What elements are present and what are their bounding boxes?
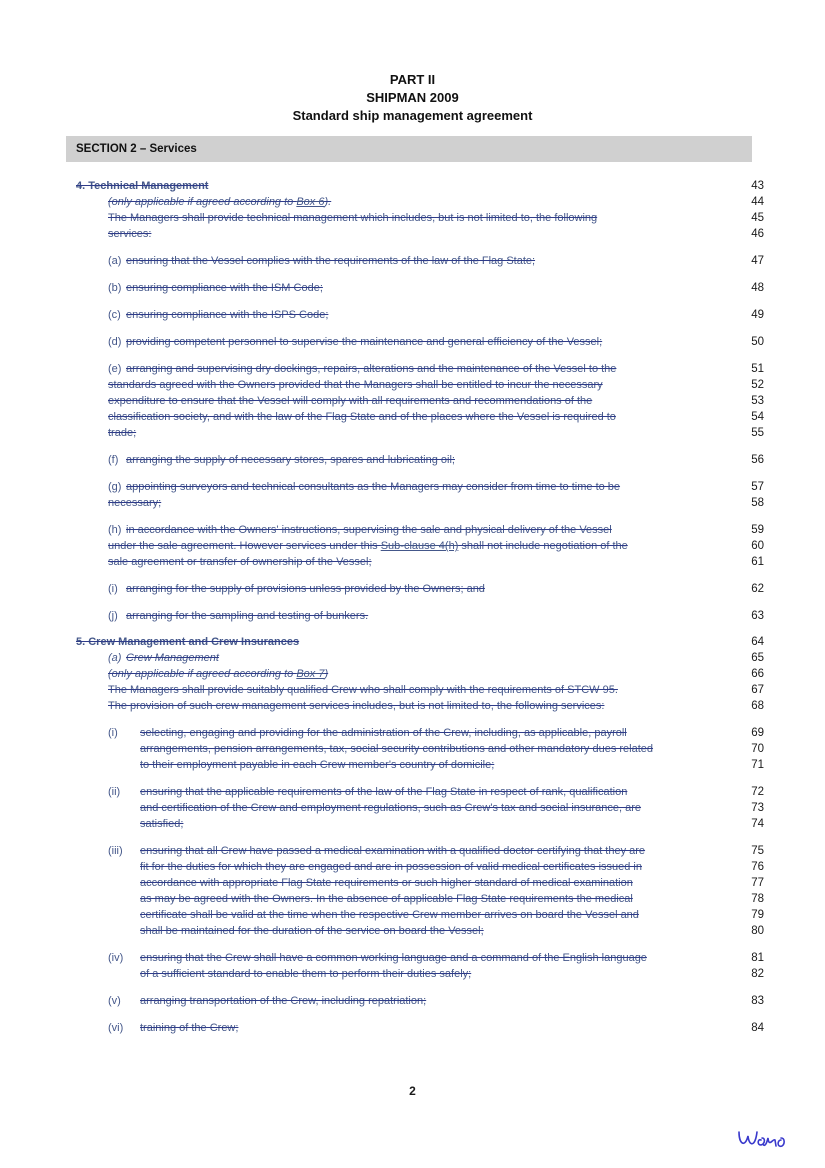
clause-text-part: ensuring that the Crew shall have a common working language and a command of the English language	[140, 952, 647, 964]
clause-text-part: shall not include negotiation of the	[458, 540, 628, 552]
line-number: 46	[751, 228, 764, 240]
clause-text	[76, 634, 299, 650]
clause-label: (j)	[108, 610, 118, 622]
line-number: 47	[751, 255, 764, 267]
clause-line	[0, 425, 825, 441]
document-title: Standard ship management agreement	[292, 108, 533, 123]
clause-text-part: The Managers shall provide suitably qualified Crew who shall comply with the requirements of STCW 95.	[108, 684, 618, 696]
clause-line	[0, 393, 825, 409]
line-number: 78	[751, 893, 764, 905]
clause-text	[108, 666, 328, 682]
clause-text-part: as may be agreed with the Owners. In the absence of applicable Flag State requirements the medical	[140, 893, 633, 905]
clause-text-part: The provision of such crew management services includes, but is not limited to, the following services:	[108, 700, 605, 712]
clause-text	[140, 800, 641, 816]
clause-text	[108, 538, 628, 554]
form-name: SHIPMAN 2009	[366, 90, 459, 105]
clause-label: (i)	[108, 727, 118, 739]
clause-text-part: )	[324, 668, 329, 680]
clause-text-part: arrangements, pension arrangements, tax, social security contributions and other mandatory dues related	[140, 743, 654, 755]
line-number: 65	[751, 652, 764, 664]
clause-text-part: services:	[108, 228, 152, 240]
clause-line	[0, 1020, 825, 1036]
clause-label: (iv)	[108, 952, 124, 964]
clause-text-part: The Managers shall provide technical management which includes, but is not limited to, the following	[108, 212, 598, 224]
clause-text-part: standards agreed with the Owners provided that the Managers shall be entitled to incur the necessary	[108, 379, 603, 391]
clause-line	[0, 698, 825, 714]
clause-label: (i)	[108, 583, 118, 595]
line-number: 71	[751, 759, 764, 771]
clause-line	[0, 843, 825, 859]
clause-text	[108, 479, 620, 495]
clause-text-part: arranging transportation of the Crew, including repatriation;	[140, 995, 427, 1007]
line-number: 58	[751, 497, 764, 509]
clause-line	[0, 307, 825, 323]
clause-text-part: fit for the duties for which they are engaged and are in possession of valid medical certificates issued in	[140, 861, 642, 873]
clause-text	[140, 741, 653, 757]
clause-text-part: ensuring compliance with the ISPS Code;	[126, 309, 329, 321]
line-number: 70	[751, 743, 764, 755]
clause-text	[108, 280, 323, 296]
clause-text	[108, 1020, 238, 1036]
clause-text	[108, 226, 151, 242]
line-number: 43	[751, 180, 764, 192]
clause-text-part: expenditure to ensure that the Vessel will comply with all requirements and recommendations of the	[108, 395, 593, 407]
clause-line	[0, 966, 825, 982]
clause-text-part: to their employment payable in each Crew member's country of domicile;	[140, 759, 495, 771]
clause-text-part: 5. Crew Management and Crew Insurances	[76, 636, 300, 648]
line-number: 56	[751, 454, 764, 466]
clause-label: (ii)	[108, 786, 121, 798]
clause-text-part: accordance with appropriate Flag State requirements or such higher standard of medical examination	[140, 877, 633, 889]
clause-label: (h)	[108, 524, 122, 536]
line-number: 75	[751, 845, 764, 857]
line-number: 55	[751, 427, 764, 439]
clause-line	[0, 608, 825, 624]
clause-label: (c)	[108, 309, 121, 321]
clause-line	[0, 178, 825, 194]
clause-text-part: arranging for the supply of provisions unless provided by the Owners; and	[126, 583, 485, 595]
clause-text-part: (only applicable if agreed according to	[108, 196, 297, 208]
clause-text	[140, 907, 639, 923]
line-number: 50	[751, 336, 764, 348]
line-number: 74	[751, 818, 764, 830]
clause-text	[76, 178, 208, 194]
clause-line	[0, 522, 825, 538]
clause-text-part: 4. Technical Management	[76, 180, 209, 192]
clause-line	[0, 634, 825, 650]
clause-text-part: ensuring that the applicable requirements of the law of the Flag State in respect of rank, qualification	[140, 786, 628, 798]
clause-text	[108, 253, 535, 269]
clause-line	[0, 993, 825, 1009]
clause-text	[108, 393, 592, 409]
clause-text	[108, 993, 426, 1009]
line-number: 44	[751, 196, 764, 208]
clause-text-part: satisfied;	[140, 818, 184, 830]
line-number: 81	[751, 952, 764, 964]
clause-text	[108, 194, 331, 210]
line-number: 79	[751, 909, 764, 921]
clause-label: (v)	[108, 995, 121, 1007]
page-number: 2	[409, 1084, 416, 1098]
line-number: 77	[751, 877, 764, 889]
clause-line	[0, 650, 825, 666]
line-number: 52	[751, 379, 764, 391]
clause-line	[0, 554, 825, 570]
clause-text-part: and certification of the Crew and employment regulations, such as Crew's tax and social insurance, are	[140, 802, 642, 814]
line-number: 68	[751, 700, 764, 712]
clause-line	[0, 538, 825, 554]
clause-line	[0, 253, 825, 269]
clause-line	[0, 377, 825, 393]
clause-line	[0, 334, 825, 350]
clause-text	[108, 425, 136, 441]
line-number: 45	[751, 212, 764, 224]
clause-text-part: Crew Management	[126, 652, 219, 664]
clause-text	[108, 784, 627, 800]
line-number: 54	[751, 411, 764, 423]
clause-label: (g)	[108, 481, 122, 493]
clause-text-part: (only applicable if agreed according to	[108, 668, 297, 680]
line-number: 61	[751, 556, 764, 568]
clause-line	[0, 800, 825, 816]
clause-text-part: Sub-clause 4(h)	[380, 540, 459, 552]
signature-mark	[735, 1118, 795, 1154]
line-number: 73	[751, 802, 764, 814]
line-number: 76	[751, 861, 764, 873]
clause-text-part: appointing surveyors and technical consultants as the Managers may consider from time to time to be	[126, 481, 621, 493]
clause-text-part: trade;	[108, 427, 137, 439]
line-number: 49	[751, 309, 764, 321]
clause-text-part: ensuring that all Crew have passed a medical examination with a qualified doctor certifying that they are	[140, 845, 646, 857]
clause-text-part: arranging the supply of necessary stores, spares and lubricating oil;	[126, 454, 455, 466]
clause-text	[140, 816, 183, 832]
clause-text	[108, 522, 612, 538]
clause-text	[108, 843, 645, 859]
clause-text	[108, 650, 219, 666]
clause-text	[108, 608, 368, 624]
clause-label: (a)	[108, 255, 122, 267]
section-heading: SECTION 2 – Services	[66, 136, 752, 162]
clause-text	[108, 554, 372, 570]
clause-line	[0, 226, 825, 242]
clause-text-part: shall be maintained for the duration of the service on board the Vessel;	[140, 925, 484, 937]
clause-text-part: arranging for the sampling and testing of bunkers.	[126, 610, 369, 622]
line-number: 83	[751, 995, 764, 1007]
line-number: 59	[751, 524, 764, 536]
clause-line	[0, 194, 825, 210]
clause-line	[0, 581, 825, 597]
line-number: 66	[751, 668, 764, 680]
clause-text	[140, 859, 642, 875]
clause-line	[0, 280, 825, 296]
clause-line	[0, 784, 825, 800]
clause-line	[0, 891, 825, 907]
clause-text	[108, 682, 618, 698]
signature	[735, 1118, 795, 1159]
clause-text	[108, 950, 647, 966]
clause-line	[0, 875, 825, 891]
clause-text	[108, 409, 616, 425]
clause-text-part: classification society, and with the law of the Flag State and of the places where the Vessel is required to	[108, 411, 616, 423]
clause-text-part: of a sufficient standard to enable them to perform their duties safely;	[140, 968, 472, 980]
clause-line	[0, 495, 825, 511]
clause-line	[0, 923, 825, 939]
clause-line	[0, 210, 825, 226]
line-number: 72	[751, 786, 764, 798]
clause-label: (a)	[108, 652, 122, 664]
line-number: 82	[751, 968, 764, 980]
document-header	[0, 71, 825, 125]
clause-line	[0, 725, 825, 741]
clause-line	[0, 409, 825, 425]
clause-line	[0, 682, 825, 698]
clause-label: (iii)	[108, 845, 123, 857]
clause-label: (f)	[108, 454, 119, 466]
clause-text	[108, 581, 485, 597]
clause-text-part: certificate shall be valid at the time when the respective Crew member arrives on board the Vessel and	[140, 909, 639, 921]
line-number: 57	[751, 481, 764, 493]
clause-text	[108, 452, 455, 468]
clause-text-part: providing competent personnel to supervise the maintenance and general efficiency of the Vessel;	[126, 336, 603, 348]
line-number: 51	[751, 363, 764, 375]
clause-text-part: ensuring compliance with the ISM Code;	[126, 282, 323, 294]
clause-line	[0, 859, 825, 875]
clause-text	[108, 377, 603, 393]
clause-text	[140, 757, 494, 773]
clause-text-part: Box 6	[296, 196, 325, 208]
clause-text-part: ).	[324, 196, 332, 208]
clause-text	[108, 210, 597, 226]
clause-line	[0, 816, 825, 832]
part-label: PART II	[389, 72, 436, 87]
clause-text	[140, 875, 633, 891]
clause-text	[108, 361, 616, 377]
line-number: 64	[751, 636, 764, 648]
clause-text-part: ensuring that the Vessel complies with the requirements of the law of the Flag State;	[126, 255, 536, 267]
clause-text-part: under the sale agreement. However services under this	[108, 540, 381, 552]
clause-text	[140, 923, 484, 939]
clause-line	[0, 741, 825, 757]
clause-text	[108, 334, 602, 350]
clause-label: (b)	[108, 282, 122, 294]
line-number: 80	[751, 925, 764, 937]
clause-text-part: in accordance with the Owners' instructions, supervising the sale and physical delivery of the Vessel	[126, 524, 612, 536]
line-number: 62	[751, 583, 764, 595]
clause-text	[140, 966, 471, 982]
clause-line	[0, 907, 825, 923]
clause-text	[108, 698, 604, 714]
clause-label: (e)	[108, 363, 122, 375]
clause-text-part: sale agreement or transfer of ownership of the Vessel;	[108, 556, 372, 568]
clause-label: (vi)	[108, 1022, 124, 1034]
clause-text-part: selecting, engaging and providing for the administration of the Crew, including, as applicable, payroll	[140, 727, 627, 739]
clause-line	[0, 950, 825, 966]
line-number: 84	[751, 1022, 764, 1034]
line-number: 63	[751, 610, 764, 622]
clause-text-part: Box 7	[296, 668, 325, 680]
clause-text-part: training of the Crew;	[140, 1022, 239, 1034]
clause-label: (d)	[108, 336, 122, 348]
clause-line	[0, 666, 825, 682]
line-number: 60	[751, 540, 764, 552]
line-number: 53	[751, 395, 764, 407]
line-number: 67	[751, 684, 764, 696]
clause-text-part: necessary;	[108, 497, 162, 509]
clause-line	[0, 479, 825, 495]
clause-line	[0, 452, 825, 468]
clause-text	[108, 495, 161, 511]
clause-line	[0, 757, 825, 773]
clause-text	[140, 891, 633, 907]
line-number: 69	[751, 727, 764, 739]
clause-text-part: arranging and supervising dry dockings, repairs, alterations and the maintenance of the Vessel to the	[126, 363, 617, 375]
clause-text	[108, 725, 627, 741]
clause-line	[0, 361, 825, 377]
line-number: 48	[751, 282, 764, 294]
clause-text	[108, 307, 328, 323]
